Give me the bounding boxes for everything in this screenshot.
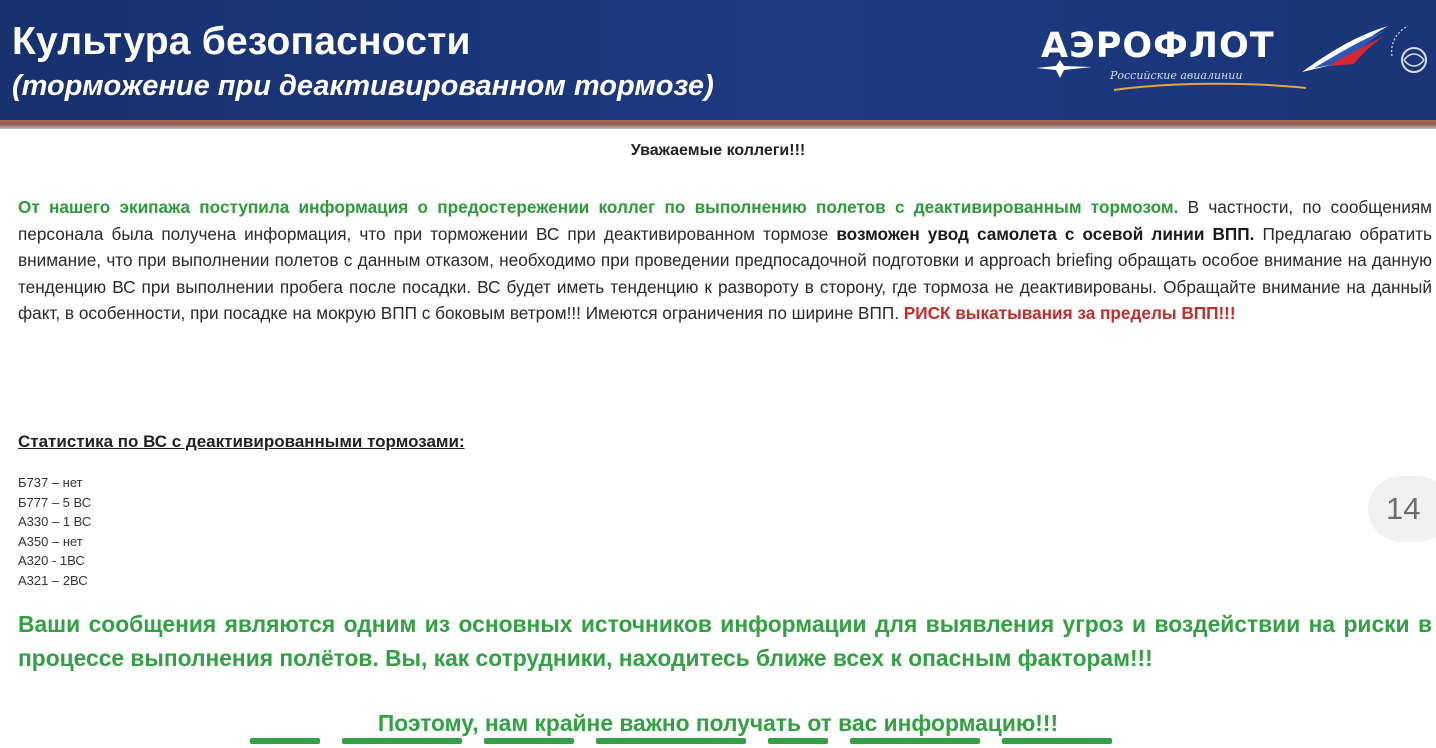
stats-heading: Статистика по ВС с деактивированными тормозами:	[18, 432, 465, 451]
aeroflot-wing-icon	[1034, 58, 1094, 80]
slide-title: Культура безопасности	[12, 20, 471, 63]
stats-item-a321: А321 – 2ВС	[18, 572, 88, 588]
aeroflot-flag-icon	[1300, 22, 1390, 82]
page-number-badge[interactable]	[1368, 476, 1436, 542]
aeroflot-tagline: Российские авиалинии	[1110, 69, 1243, 82]
paragraph-text-1: В частности, по сообщениям персонала была получена информация, что при торможении ВС при деактивированном тормозе	[18, 197, 1432, 244]
aeroflot-wordmark: АЭРОФЛОТ	[1041, 26, 1275, 66]
closing-message: Ваши сообщения являются одним из основных источников информации для выявления угроз и воздействии на риски в процессе выполнения полётов. Вы, как сотрудники, находитесь ближе всех к опасным факторам!!!	[18, 611, 1432, 671]
aircraft-stats-list	[18, 473, 91, 591]
page-number: 14	[1386, 491, 1421, 526]
header-divider	[0, 120, 1436, 129]
skyteam-alliance-icon	[1384, 16, 1430, 88]
stats-item-a330: А330 – 1 ВС	[18, 514, 92, 530]
truncated-text-line	[250, 738, 1210, 748]
tagline-underline	[1110, 80, 1310, 100]
paragraph-text-2: Предлагаю обратить внимание, что при выполнении полетов с данным отказом, необходимо при проведении предпосадочной подготовки и approach briefing обращать особое внимание на данную тенденцию ВС при выполнении пробега после посадки. ВС будет иметь тенденцию к развороту в сторону, где тормоза не деактивированы. Обращайте внимание на данный факт, в особенности, при посадке на мокрую ВПП с боковым ветром!!! Имеются ограничения по ширине ВПП.	[18, 223, 1433, 323]
runway-excursion-risk: РИСК выкатывания за пределы ВПП!!!	[903, 303, 1236, 323]
lead-sentence: От нашего экипажа поступила информация о предостережении коллег по выполнению полетов с деактивированным тормозом.	[18, 197, 1179, 217]
stats-item-a350: А350 – нет	[18, 533, 83, 549]
stats-item-a320: А320 - 1ВС	[18, 553, 85, 569]
closing-emphasis: Поэтому, нам крайне важно получать от вас информацию!!!	[377, 710, 1059, 736]
greeting: Уважаемые коллеги!!!	[630, 142, 806, 159]
runway-drift-warning: возможен увод самолета с осевой линии ВПП.	[836, 223, 1255, 244]
main-paragraph	[18, 194, 1432, 327]
slide-header	[0, 0, 1436, 120]
stats-item-b737: Б737 – нет	[18, 475, 83, 490]
slide-subtitle: (торможение при деактивированном тормозе)	[12, 70, 714, 102]
stats-item-b777: Б777 – 5 ВС	[18, 494, 92, 510]
